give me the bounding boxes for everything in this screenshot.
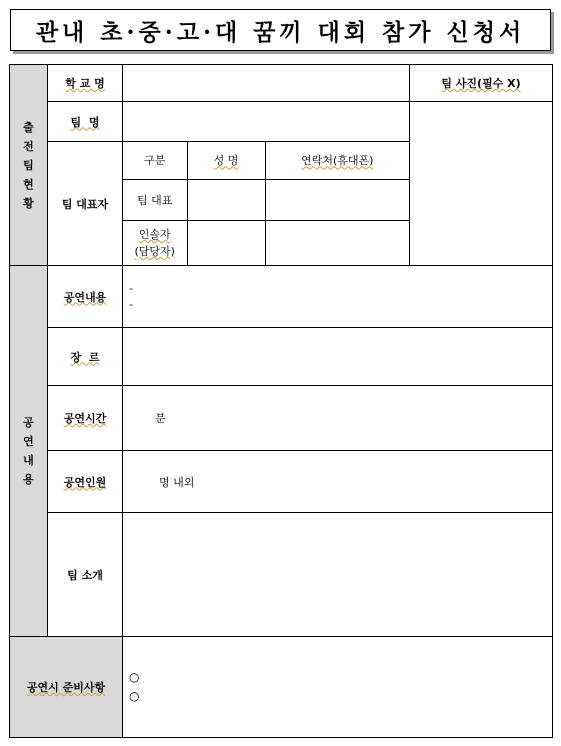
guardian-name-field[interactable] (187, 220, 265, 265)
performance-section-label: 공연내용 (10, 266, 48, 637)
header-category: 구분 (123, 142, 187, 179)
team-photo-field[interactable] (410, 102, 553, 266)
team-name-field[interactable] (123, 102, 410, 142)
application-form (9, 64, 553, 738)
members-field[interactable] (123, 451, 553, 513)
row-role-team-rep: 팀 대표 (123, 179, 187, 220)
time-label: 공연시간 (48, 386, 123, 451)
genre-label: 장 르 (48, 328, 123, 386)
school-name-label: 학 교 명 (48, 65, 123, 102)
school-name-field[interactable] (123, 65, 410, 102)
row-role-guardian: 인솔자 (담당자) (123, 220, 187, 265)
time-unit: 분 (155, 412, 166, 425)
time-field[interactable] (123, 386, 553, 451)
members-label: 공연인원 (48, 451, 123, 513)
prep-field[interactable] (123, 637, 553, 738)
members-unit: 명 내외 (159, 475, 195, 489)
document-title: 관내 초·중·고·대 꿈끼 대회 참가 신청서 (35, 18, 526, 46)
intro-label: 팀 소개 (48, 513, 123, 637)
team-rep-name-field[interactable] (187, 179, 265, 220)
header-name: 성 명 (187, 142, 265, 179)
prep-label: 공연시 준비사항 (10, 637, 123, 738)
prep-item-1: ○ (129, 670, 140, 684)
content-line-2: - (129, 297, 133, 311)
title-box (10, 9, 551, 51)
team-name-label: 팀 명 (48, 102, 123, 142)
genre-field[interactable] (123, 328, 553, 386)
representative-table-cell (123, 142, 410, 266)
team-rep-phone-field[interactable] (265, 179, 409, 220)
content-line-1: - (129, 281, 133, 295)
content-field[interactable] (123, 266, 553, 328)
guardian-phone-field[interactable] (265, 220, 409, 265)
intro-field[interactable] (123, 513, 553, 637)
team-photo-label: 팀 사진(필수 X) (410, 65, 553, 102)
team-section-label: 출전팀 현황 (10, 65, 48, 266)
header-phone: 연락처(휴대폰) (265, 142, 409, 179)
team-representative-label: 팀 대표자 (48, 142, 123, 266)
representative-table (123, 142, 409, 265)
content-label: 공연내용 (48, 266, 123, 328)
prep-item-2: ○ (129, 689, 140, 703)
